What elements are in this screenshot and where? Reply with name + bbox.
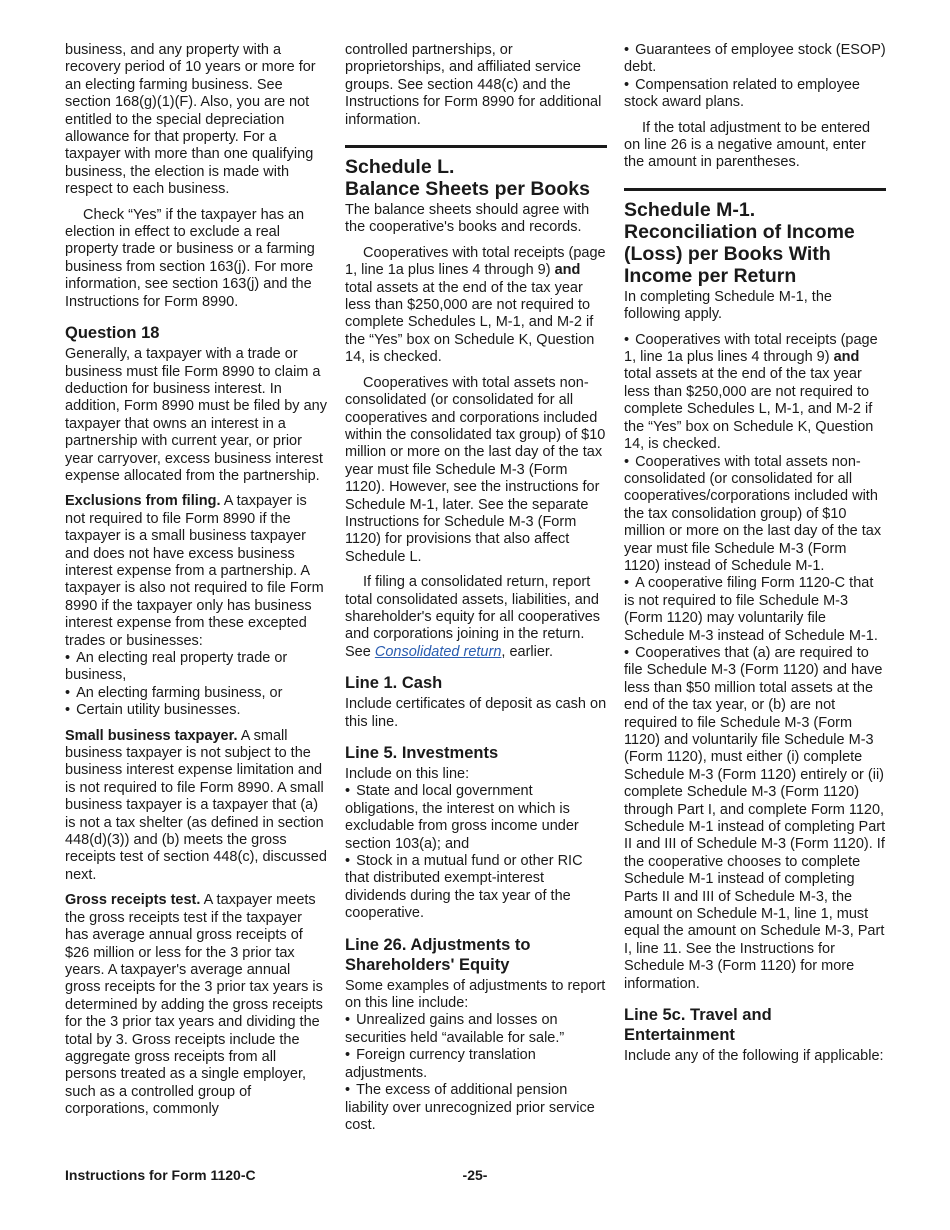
paragraph-text: total assets at the end of the tax year less than $250,000 are not required to complete Schedules L, M-1, and M-2 if the “Yes” box on Schedule K, Question 14, is checked.: [345, 279, 595, 366]
bullet-item: • Foreign currency translation adjustments.: [345, 1047, 607, 1082]
run-in-heading: Exclusions from filing.: [65, 493, 221, 510]
paragraph: Include certificates of deposit as cash on this line.: [345, 696, 607, 730]
paragraph-text: Cooperatives with total receipts (page 1, line 1a plus lines 4 through 9): [624, 331, 878, 366]
bullet-item: • Guarantees of employee stock (ESOP) debt.: [624, 42, 886, 77]
heading-line: Line 5c. Travel and: [624, 1006, 772, 1025]
bullet-item: • Cooperatives with total assets non-consolidated (or consolidated for all cooperatives/corporations included with the tax consolidation group) of $10 million or more on the last day of the tax year must file Schedule M-3 (Form 1120) instead of Schedule M-1.: [624, 454, 886, 576]
paragraph: controlled partnerships, or proprietorships, and affiliated service groups. See section 448(c) and the Instructions for Form 8990 for additional information.: [345, 42, 602, 128]
bullet-item: • Compensation related to employee stock award plans.: [624, 77, 886, 112]
paragraph: [65, 892, 329, 1118]
bullet-item: • State and local government obligations, the interest on which is excludable from gross income under section 103(a); and: [345, 783, 607, 853]
paragraph: Include any of the following if applicable:: [624, 1048, 884, 1065]
paragraph: [345, 245, 607, 367]
heading-line: Schedule M-1.: [624, 198, 756, 221]
section-heading: Question 18: [65, 324, 160, 343]
run-in-heading: Small business taxpayer.: [65, 727, 238, 744]
heading-line: Reconciliation of Income: [624, 220, 855, 243]
heading-line: Balance Sheets per Books: [345, 178, 590, 201]
bullet-item: • Stock in a mutual fund or other RIC that distributed exempt-interest dividends during the tax year of the cooperative.: [345, 853, 607, 923]
exclusions-block: [65, 493, 329, 719]
paragraph: Some examples of adjustments to report on this line include:: [345, 977, 606, 1012]
schedule-l-section: [345, 145, 607, 661]
paragraph: In completing Schedule M-1, the following apply.: [624, 288, 832, 323]
consolidated-return-link[interactable]: Consolidated return: [374, 643, 502, 660]
paragraph: Generally, a taxpayer with a trade or business must file Form 8990 to claim a deduction for business interest. In addition, Form 8990 must be filed by any taxpayer that owns an interest in a partnership with current year, or prior year carryover, excess business interest expense allocated from the partnership.: [65, 346, 327, 484]
schedule-m1-heading: [624, 199, 886, 287]
paragraph: The balance sheets should agree with the cooperative's books and records.: [345, 202, 590, 236]
paragraph: If the total adjustment to be entered on line 26 is a negative amount, enter the amount in parentheses.: [624, 119, 871, 171]
paragraph: [345, 574, 607, 661]
bullet-item: [624, 332, 886, 454]
bold-word: and: [833, 349, 860, 366]
paragraph-text: A small business taxpayer is not subject to the business interest expense limitation and is not required to file Form 8990. A small business taxpayer is a taxpayer that (a) is not a tax shelter (as defined in section 448(d)(3)) and (b) meets the gross receipts test of section 448(c), discussed next.: [65, 727, 327, 883]
heading-line: Income per Return: [624, 264, 797, 287]
schedule-l-heading: [345, 156, 607, 200]
line-26-heading: [345, 935, 607, 975]
paragraph-text: If filing a consolidated return, report total consolidated assets, liabilities, and shareholder's equity for all cooperatives and corporations joining in the return. See: [345, 574, 601, 660]
paragraph-text: , earlier.: [501, 643, 553, 660]
heading-line: Line 26. Adjustments to: [345, 935, 531, 954]
schedule-m1-section: [624, 188, 886, 993]
heading-line: Schedule L.: [345, 156, 455, 179]
line-5c-heading: [624, 1005, 886, 1045]
column-2: [345, 42, 607, 1134]
heading-line: Entertainment: [624, 1026, 735, 1045]
paragraph: Cooperatives with total assets non-consolidated (or consolidated for all cooperatives and corporations included within the consolidated tax group) of $10 million or more on the last day of the tax year must file Schedule M-3 (Form 1120). However, see the instructions for Schedule M-1, later. See the separate Instructions for Schedule M-3 (Form 1120) for provisions that also affect Schedule L.: [345, 374, 606, 565]
line-1-heading: Line 1. Cash: [345, 674, 443, 693]
bullet-item: • An electing farming business, or: [65, 685, 329, 702]
heading-line: Shareholders' Equity: [345, 955, 510, 974]
run-in-heading: Gross receipts test.: [65, 892, 201, 909]
bullet-item: • An electing real property trade or business,: [65, 650, 329, 685]
paragraph-text: A taxpayer is not required to file Form 8990 if the taxpayer is a small business taxpayer and does not have excess business interest expense from a partnership. A taxpayer is also not required to file Form 8990 if the taxpayer only has business interest expense from these excepted trades or businesses:: [65, 493, 324, 649]
bullet-item: • Certain utility businesses.: [65, 702, 329, 719]
bold-word: and: [554, 262, 581, 279]
heading-line: (Loss) per Books With: [624, 242, 831, 265]
paragraph-text: total assets at the end of the tax year less than $250,000 are not required to complete Schedules L, M-1, and M-2 if the “Yes” box on Schedule K, Question 14, is checked.: [624, 366, 874, 453]
paragraph: Include on this line:: [345, 766, 470, 782]
bullet-item: • Unrealized gains and losses on securities held “available for sale.”: [345, 1012, 607, 1047]
paragraph: business, and any property with a recovery period of 10 years or more for an electing farming business. See section 168(g)(1)(F). Also, you are not entitled to the special depreciation allowance for that property. For a taxpayer with more than one qualifying business, the election is made with respect to each business.: [65, 42, 316, 198]
bullet-item: • A cooperative filing Form 1120-C that is not required to file Schedule M-3 (Form 1120) may voluntarily file Schedule M-3 instead of Schedule M-1.: [624, 575, 886, 645]
line-5-heading: Line 5. Investments: [345, 744, 499, 762]
paragraph-text: Cooperatives with total receipts (page 1, line 1a plus lines 4 through 9): [345, 244, 606, 279]
column-3: [624, 42, 886, 1074]
bullet-item: • The excess of additional pension liability over unrecognized prior service cost.: [345, 1082, 607, 1134]
column-1: [65, 42, 329, 1127]
page-number: -25-: [462, 1167, 488, 1183]
footer-title: Instructions for Form 1120-C: [65, 1167, 256, 1183]
paragraph: [65, 728, 329, 885]
paragraph-text: A taxpayer meets the gross receipts test if the taxpayer has average annual gross receipts of $26 million or less for the 3 prior tax years. A taxpayer's average annual gross receipts for the 3 prior tax years is determined by adding the gross receipts for the 3 prior tax years and dividing the total by 3. Gross receipts include the aggregate gross receipts from all persons treated as a single employer, such as a controlled group of corporations, commonly: [65, 892, 323, 1118]
bullet-item: • Cooperatives that (a) are required to file Schedule M-3 (Form 1120) and have less than $50 million total assets at the end of the tax year, or (b) are not required to file Schedule M-3 (Form 1120) and voluntarily file Schedule M-3 (Form 1120), must either (i) complete Schedule M-3 (Form 1120) entirely or (ii) complete Schedule M-3 (Form 1120) through Part I, and complete Form 1120, Schedule M-1 instead of completing Part II and III of Schedule M-3 (Form 1120). If the cooperative chooses to complete Schedule M-1 instead of completing Parts II and III of Schedule M-3, the amount on Schedule M-1, line 1, must equal the amount on Schedule M-3, Part I, line 11. See the Instructions for Schedule M-3 (Form 1120) for more information.: [624, 645, 886, 993]
paragraph: Check “Yes” if the taxpayer has an election in effect to exclude a real property trade or business or a farming business from section 163(j). For more information, see section 163(j) and the Instructions for Form 8990.: [65, 206, 315, 310]
